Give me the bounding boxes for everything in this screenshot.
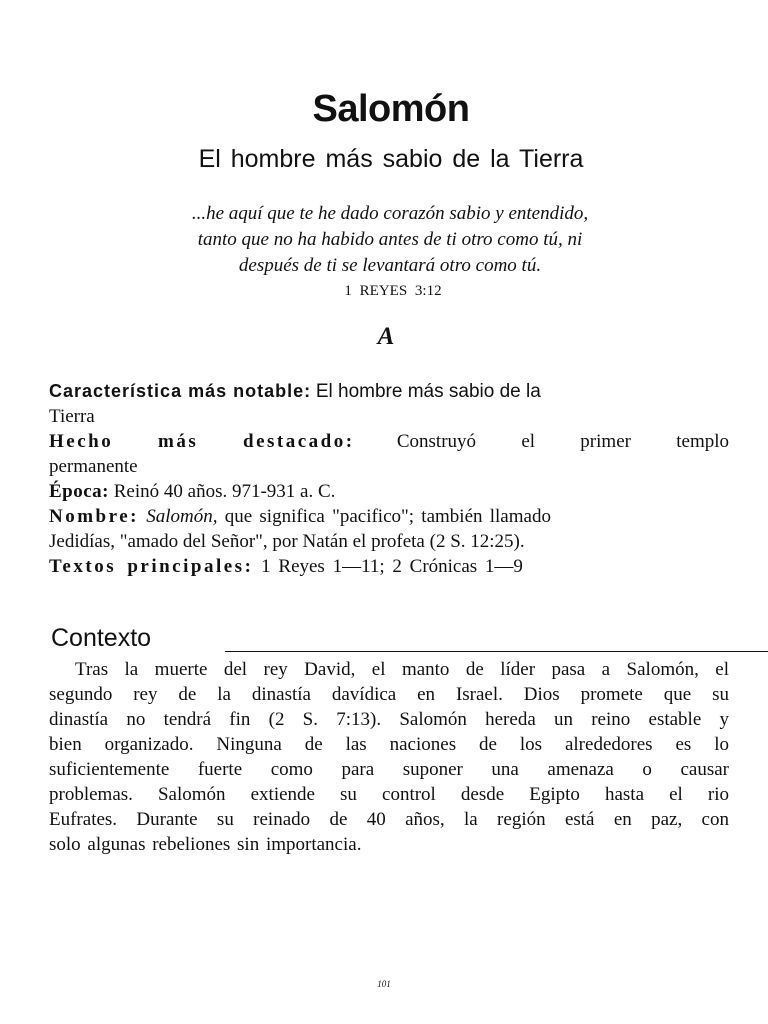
fact-value: Construyó el primer templo [396, 431, 730, 452]
fact-caracteristica [49, 379, 729, 404]
epigraph [140, 201, 640, 279]
fact-label: Nombre: [49, 506, 139, 527]
context-heading [51, 624, 731, 656]
fact-value: que significa "pacifico"; también llamado [224, 506, 551, 527]
paragraph-line: problemas. Salomón extiende su control desde Egipto hasta el rio [49, 784, 729, 805]
epigraph-line: tanto que no ha habido antes de ti otro como tú, ni [197, 229, 583, 250]
fact-epoca [49, 479, 729, 504]
fact-textos [49, 554, 729, 579]
fact-nombre [49, 504, 729, 529]
section-letter: A [377, 323, 395, 350]
fact-value: Reinó 40 años. 971-931 a. C. [113, 481, 336, 502]
paragraph-line: dinastía no tendrá fin (2 S. 7:13). Salomón hereda un reino estable y [49, 709, 729, 730]
paragraph-line: solo algunas rebeliones sin importancia. [49, 834, 362, 855]
key-facts [49, 379, 729, 579]
epigraph-line: después de ti se levantará otro como tú. [238, 255, 542, 276]
paragraph-line: Eufrates. Durante su reinado de 40 años, la región está en paz, con [49, 809, 729, 830]
paragraph-line: bien organizado. Ninguna de las naciones de los alrededores es lo [49, 734, 729, 755]
page-number: 101 [377, 979, 391, 989]
fact-value: 1 Reyes 1—11; 2 Crónicas 1—9 [261, 556, 523, 577]
epigraph-line: ...he aquí que te he dado corazón sabio y entendido, [191, 203, 589, 224]
fact-continuation: permanente [49, 456, 138, 477]
fact-label: Textos principales: [49, 556, 254, 577]
paragraph-line: Tras la muerte del rey David, el manto de líder pasa a Salomón, el [75, 659, 729, 680]
heading-rule [225, 651, 768, 652]
paragraph-line: suficientemente fuerte como para suponer una amenaza o causar [49, 759, 729, 780]
subtitle: El hombre más sabio de la Tierra [198, 145, 584, 173]
paragraph-line: segundo rey de la dinastía davídica en Israel. Dios promete que su [49, 684, 729, 705]
fact-label: Época: [49, 481, 109, 502]
fact-continuation: Jedidías, "amado del Señor", por Natán el profeta (2 S. 12:25). [49, 531, 525, 552]
fact-continuation: Tierra [49, 406, 95, 427]
context-heading-text: Contexto [51, 624, 152, 652]
context-paragraph [49, 657, 729, 857]
fact-name-italic: Salomón, [146, 506, 218, 527]
epigraph-reference: 1 REYES 3:12 [344, 283, 442, 299]
page-title: Salomón [312, 88, 470, 130]
fact-value: El hombre más sabio de la [315, 381, 541, 402]
fact-label: Hecho más destacado: [49, 431, 355, 452]
fact-label: Característica más notable: [49, 381, 312, 401]
fact-hecho [49, 429, 729, 454]
